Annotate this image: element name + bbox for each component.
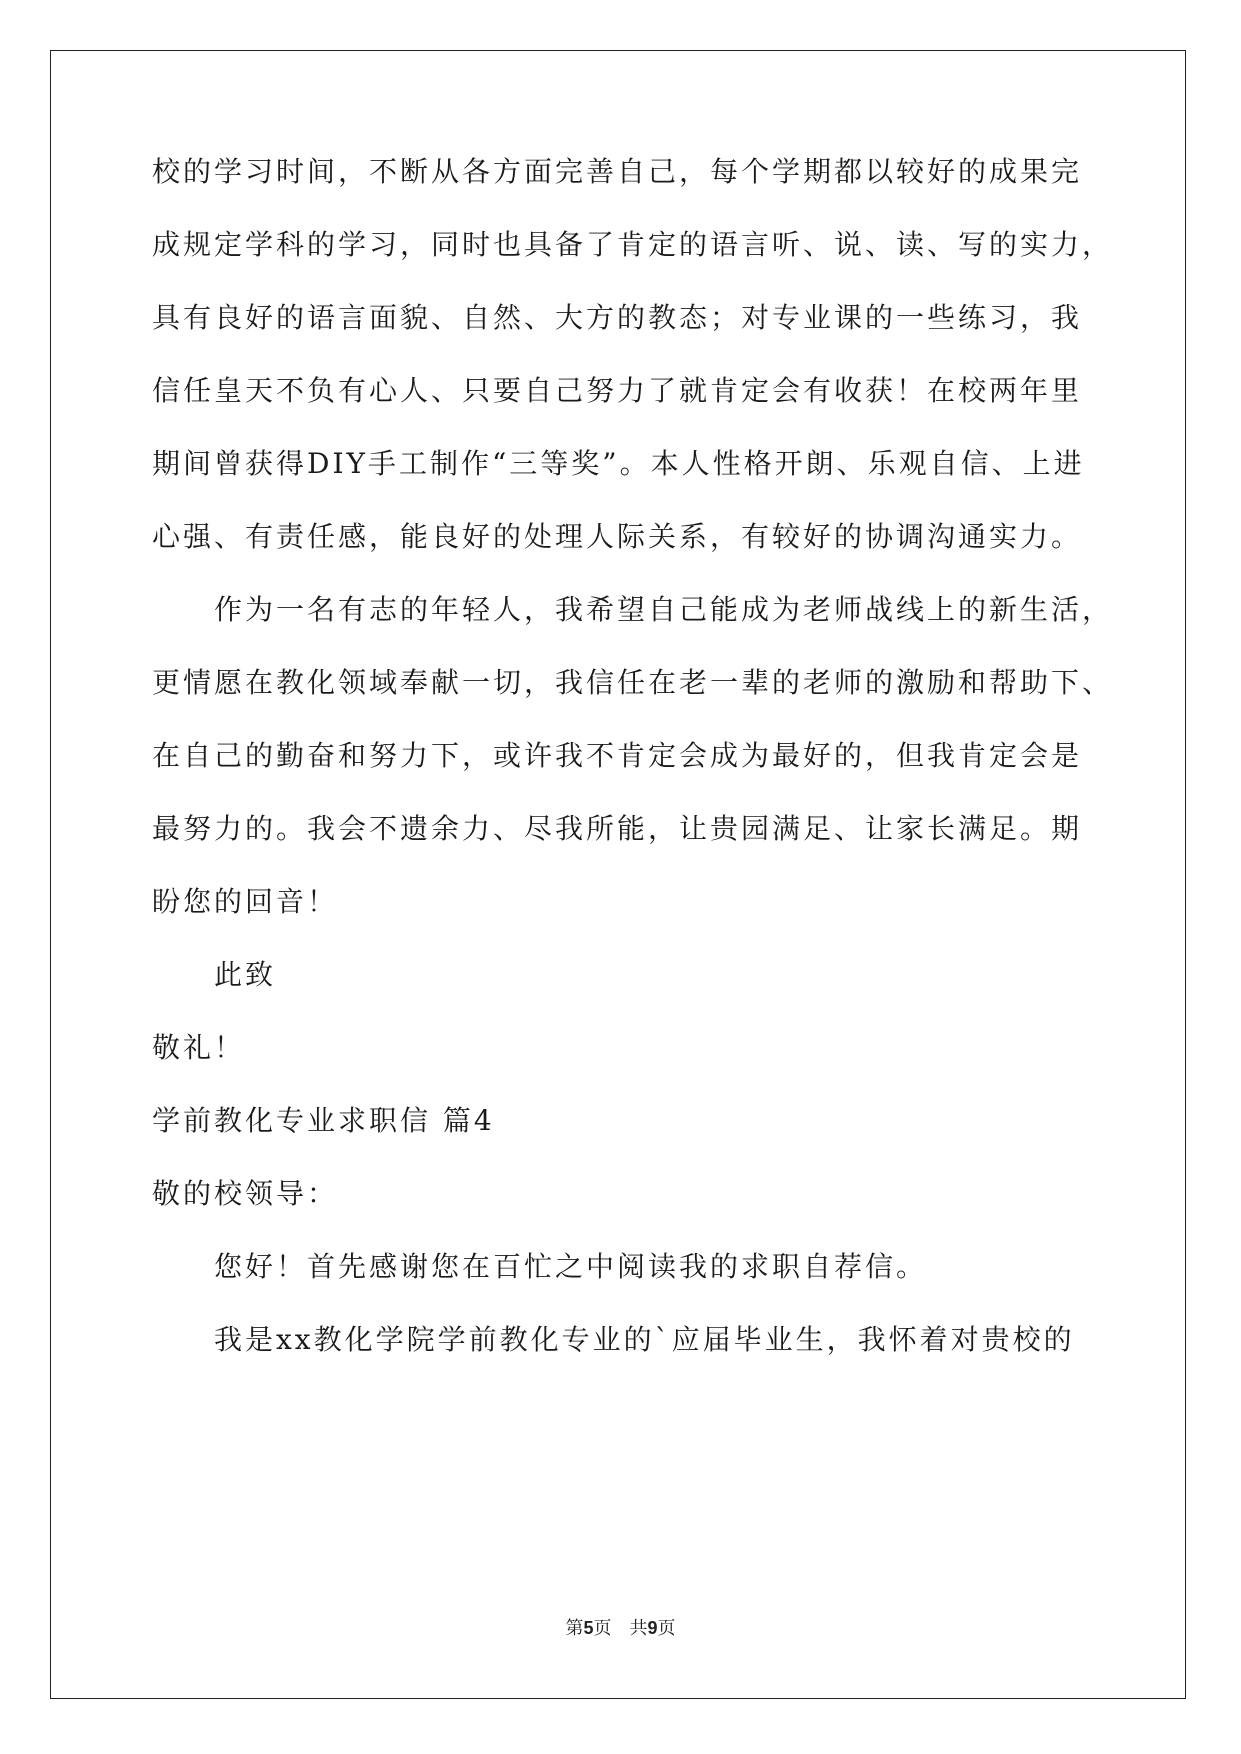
- body-line: 我是xx教化学院学前教化专业的`应届毕业生，我怀着对贵校的: [214, 1323, 1075, 1356]
- page-footer: [0, 1614, 1241, 1640]
- footer-prefix: 第: [565, 1618, 584, 1639]
- footer-total-pages: 9: [647, 1618, 658, 1638]
- footer-page-number: 5: [583, 1618, 594, 1638]
- salutation-regards: 敬礼！: [152, 1031, 246, 1064]
- body-line: 成规定学科的学习，同时也具备了肯定的语言听、说、读、写的实力，: [152, 228, 1114, 261]
- body-line: 更情愿在教化领域奉献一切，我信任在老一辈的老师的激励和帮助下、: [152, 666, 1114, 699]
- body-line: 校的学习时间，不断从各方面完善自己，每个学期都以较好的成果完: [152, 155, 1083, 188]
- body-line: 期间曾获得DIY手工制作“三等奖”。本人性格开朗、乐观自信、上进: [152, 447, 1085, 480]
- body-line: 最努力的。我会不遗余力、尽我所能，让贵园满足、让家长满足。期: [152, 812, 1083, 845]
- footer-mid: 页 共: [593, 1618, 648, 1639]
- body-line: 您好！首先感谢您在百忙之中阅读我的求职自荐信。: [214, 1250, 928, 1283]
- body-line: 盼您的回音！: [152, 885, 339, 918]
- salutation-closing: 此致: [214, 958, 277, 991]
- body-line: 在自己的勤奋和努力下，或许我不肯定会成为最好的，但我肯定会是: [152, 739, 1083, 772]
- section-heading: 学前教化专业求职信 篇4: [152, 1104, 495, 1137]
- body-line: 作为一名有志的年轻人，我希望自己能成为老师战线上的新生活，: [214, 593, 1114, 626]
- body-line: 信任皇天不负有心人、只要自己努力了就肯定会有收获！在校两年里: [152, 374, 1083, 407]
- body-line: 具有良好的语言面貌、自然、大方的教态；对专业课的一些练习，我: [152, 301, 1083, 334]
- footer-suffix: 页: [657, 1618, 676, 1639]
- letter-greeting: 敬的校领导：: [152, 1177, 339, 1210]
- body-line: 心强、有责任感，能良好的处理人际关系，有较好的协调沟通实力。: [152, 520, 1083, 553]
